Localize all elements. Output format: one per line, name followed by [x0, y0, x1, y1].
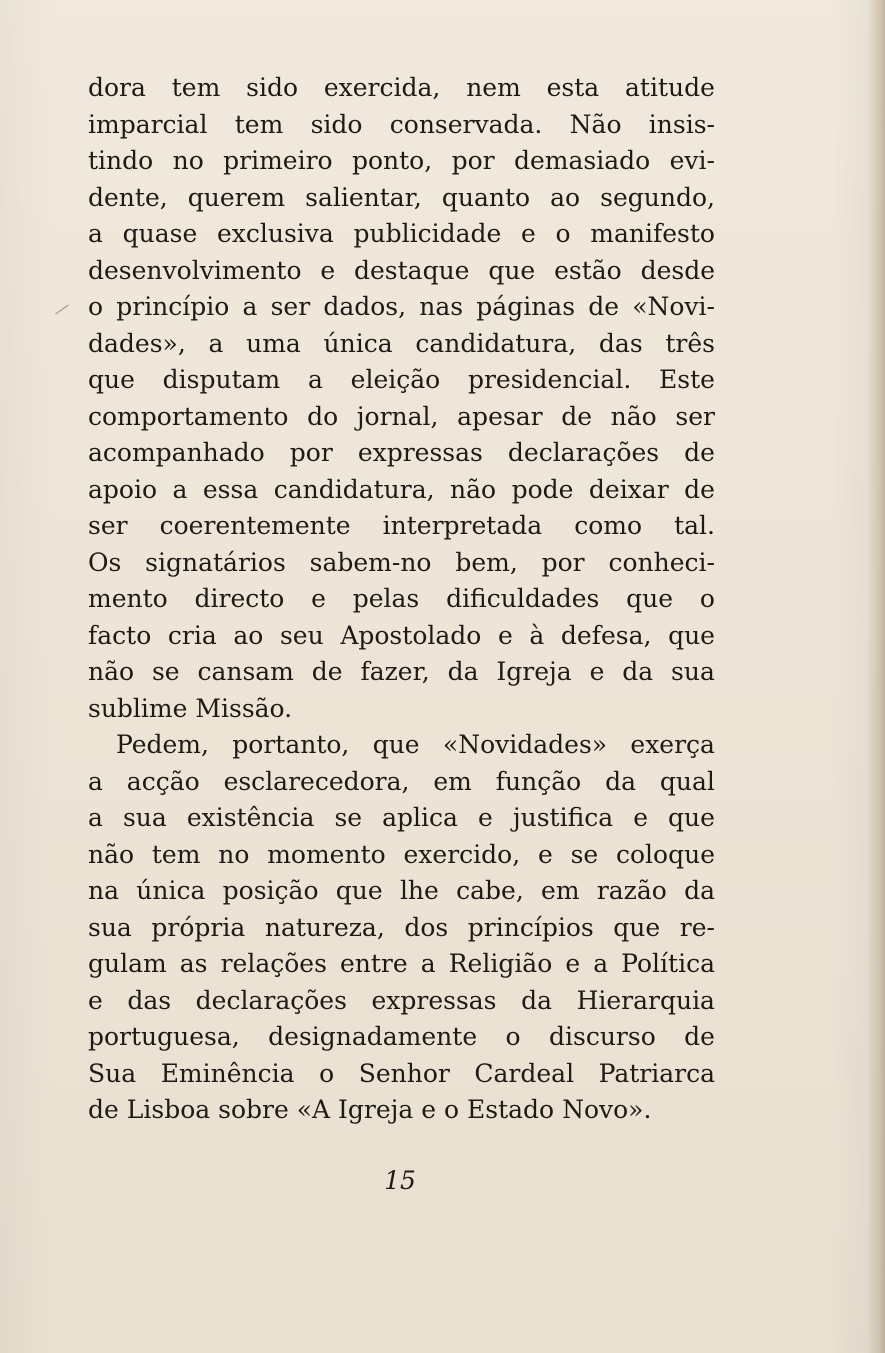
- word: demasiado: [513, 146, 651, 175]
- word: nem: [466, 73, 521, 102]
- word: da: [447, 657, 479, 686]
- text-line: [88, 654, 715, 691]
- word: o: [555, 219, 571, 248]
- word: princípio: [116, 292, 230, 321]
- word: sobre: [218, 1095, 289, 1124]
- word: Novo».: [562, 1095, 652, 1124]
- text-line: [88, 1092, 715, 1129]
- word: signatários: [145, 547, 286, 577]
- text-line: [88, 1019, 715, 1056]
- body-text: [88, 70, 715, 1129]
- word: Hierarquia: [576, 985, 715, 1015]
- word: bem,: [455, 547, 518, 577]
- word: o: [699, 584, 715, 613]
- word: acompanhado: [88, 438, 265, 467]
- word: qual: [659, 766, 715, 796]
- word: Igreja: [496, 657, 572, 686]
- word: «Novi-: [632, 292, 715, 321]
- word: que: [335, 876, 383, 905]
- word: dificuldades: [446, 584, 600, 613]
- word: da: [684, 876, 715, 905]
- text-line: [88, 216, 715, 253]
- word: páginas: [476, 292, 576, 321]
- word: «Novidades»: [442, 730, 608, 759]
- text-line: [88, 289, 715, 326]
- word: candidatura,: [415, 328, 577, 358]
- word: Política: [621, 949, 715, 978]
- word: discurso: [549, 1022, 656, 1051]
- word: destaque: [354, 255, 470, 285]
- word: coloque: [616, 839, 715, 869]
- word: cabe,: [456, 876, 524, 905]
- text-line: [88, 545, 715, 582]
- word: defesa,: [560, 620, 652, 650]
- text-line: [88, 727, 715, 764]
- word: e: [521, 219, 536, 248]
- word: única: [323, 328, 393, 358]
- word: da: [521, 985, 552, 1015]
- word: o: [505, 1022, 521, 1051]
- word: se: [570, 839, 599, 869]
- word: que: [488, 255, 536, 285]
- word: sido: [246, 73, 299, 102]
- text-line: [88, 70, 715, 107]
- word: querem: [187, 182, 286, 212]
- word: Lisboa: [126, 1095, 211, 1124]
- word: a: [208, 328, 224, 358]
- word: se: [151, 657, 180, 686]
- word: dados,: [323, 292, 407, 321]
- word: cria: [167, 620, 217, 650]
- word: acção: [126, 766, 200, 796]
- word: salientar,: [305, 182, 422, 212]
- word: a: [308, 365, 323, 394]
- word: nas: [419, 292, 464, 321]
- word: por: [451, 146, 495, 175]
- word: à: [529, 620, 545, 650]
- word: ser: [88, 511, 128, 540]
- word: e: [497, 620, 513, 650]
- word: candidatura,: [273, 474, 435, 504]
- word: única: [136, 876, 206, 905]
- word: manifesto: [590, 219, 715, 248]
- word: sabem-no: [309, 547, 432, 577]
- word: não: [88, 839, 135, 869]
- word: tindo: [88, 146, 154, 175]
- text-line: [88, 800, 715, 837]
- word: a: [242, 292, 258, 321]
- word: dos: [404, 912, 449, 942]
- word: e: [311, 584, 326, 613]
- text-line: [88, 691, 715, 728]
- word: tem: [151, 839, 201, 869]
- word: três: [665, 328, 715, 358]
- word: atitude: [625, 73, 715, 102]
- word: e: [537, 839, 553, 869]
- word: a: [593, 949, 609, 978]
- word: sido: [310, 109, 363, 139]
- word: conservada.: [389, 109, 543, 139]
- word: na: [88, 876, 120, 905]
- word: Patriarca: [598, 1058, 715, 1088]
- word: e: [633, 803, 648, 832]
- word: cansam: [197, 657, 294, 686]
- word: dades»,: [88, 328, 186, 358]
- word: deixar: [588, 474, 669, 504]
- word: Apostolado: [340, 620, 482, 650]
- word: lhe: [399, 876, 439, 905]
- word: esclarecedora,: [223, 766, 410, 796]
- word: sublime: [88, 693, 188, 723]
- word: facto: [88, 620, 152, 650]
- word: aplica: [382, 803, 458, 832]
- text-line: [88, 618, 715, 655]
- word: designadamente: [268, 1022, 478, 1051]
- text-line: [88, 326, 715, 363]
- word: Cardeal: [474, 1058, 575, 1088]
- word: de: [88, 1095, 119, 1124]
- word: as: [179, 949, 208, 978]
- word: não: [450, 474, 497, 504]
- text-line: [88, 253, 715, 290]
- text-line: [88, 837, 715, 874]
- word: o: [444, 1095, 460, 1124]
- word: desde: [640, 255, 715, 285]
- word: gulam: [88, 949, 167, 978]
- word: do: [307, 401, 339, 431]
- word: desenvolvimento: [88, 255, 302, 285]
- text-line: [88, 508, 715, 545]
- word: imparcial: [88, 109, 208, 139]
- text-line: [88, 581, 715, 618]
- text-line: [88, 983, 715, 1020]
- word: Religião: [448, 949, 553, 978]
- word: a: [172, 474, 188, 504]
- word: das: [598, 328, 643, 358]
- word: no: [218, 839, 250, 869]
- word: tem: [234, 109, 284, 139]
- word: que: [668, 803, 715, 832]
- word: Este: [659, 365, 715, 394]
- word: dente,: [88, 182, 168, 212]
- word: expressas: [357, 438, 483, 467]
- word: portuguesa,: [88, 1022, 240, 1051]
- word: posição: [222, 876, 319, 905]
- word: seu: [279, 620, 324, 650]
- text-line: [88, 946, 715, 983]
- word: estão: [554, 255, 622, 285]
- word: declarações: [507, 438, 660, 467]
- word: conheci-: [608, 547, 715, 577]
- word: por: [541, 547, 585, 577]
- word: quase: [122, 219, 198, 248]
- word: fazer,: [360, 657, 430, 686]
- word: sua: [122, 803, 167, 832]
- word: re-: [679, 912, 715, 942]
- word: exerça: [630, 730, 715, 759]
- word: apesar: [457, 401, 543, 431]
- word: tem: [171, 73, 221, 102]
- word: princípios: [467, 912, 594, 942]
- word: relações: [220, 949, 327, 978]
- word: que: [88, 365, 135, 394]
- word: a: [88, 219, 103, 248]
- word: Não: [569, 109, 622, 139]
- word: insis-: [648, 109, 715, 139]
- word: tal.: [674, 511, 715, 540]
- word: em: [433, 766, 472, 796]
- word: não: [88, 657, 135, 686]
- word: que: [372, 730, 420, 759]
- word: exercida,: [323, 73, 441, 102]
- word: Missão.: [195, 693, 293, 723]
- word: que: [668, 620, 715, 650]
- word: primeiro: [223, 146, 333, 175]
- word: a: [88, 766, 103, 796]
- word: e: [421, 1095, 437, 1124]
- word: apoio: [88, 474, 158, 504]
- word: em: [541, 876, 580, 905]
- text-line: [88, 107, 715, 144]
- word: por: [289, 438, 333, 467]
- word: justifica: [512, 803, 614, 832]
- word: Sua: [88, 1058, 137, 1088]
- word: presidencial.: [467, 365, 632, 394]
- text-line: [88, 764, 715, 801]
- margin-mark: [55, 305, 69, 315]
- word: Estado: [467, 1095, 555, 1124]
- word: uma: [246, 328, 301, 358]
- word: essa: [202, 474, 259, 504]
- text-line: [88, 472, 715, 509]
- word: ao: [233, 620, 264, 650]
- word: declarações: [195, 985, 347, 1015]
- word: ser: [270, 292, 311, 321]
- word: momento: [267, 839, 386, 869]
- word: que: [626, 584, 674, 613]
- word: das: [127, 985, 172, 1015]
- word: segundo,: [600, 182, 715, 212]
- word: que: [613, 912, 661, 942]
- text-line: [88, 143, 715, 180]
- word: de: [561, 401, 593, 431]
- word: própria: [151, 912, 246, 942]
- word: exercido,: [403, 839, 521, 869]
- word: evi-: [669, 146, 715, 175]
- word: Senhor: [358, 1058, 450, 1088]
- word: não: [610, 401, 657, 431]
- word: existência: [186, 803, 315, 832]
- text-line: [88, 1056, 715, 1093]
- word: pelas: [352, 584, 420, 613]
- word: dora: [88, 73, 146, 102]
- text-line: [88, 910, 715, 947]
- word: publicidade: [353, 219, 502, 248]
- word: o: [88, 292, 104, 321]
- word: de: [684, 438, 715, 467]
- word: natureza,: [264, 912, 385, 942]
- word: Pedem,: [116, 730, 209, 759]
- word: de: [684, 1022, 715, 1051]
- word: pode: [511, 474, 574, 504]
- word: exclusiva: [216, 219, 334, 248]
- word: o: [319, 1058, 335, 1088]
- text-line: [88, 873, 715, 910]
- word: de: [684, 474, 715, 504]
- word: a: [88, 803, 103, 832]
- word: interpretada: [382, 511, 543, 540]
- word: esta: [546, 73, 600, 102]
- text-line: [88, 180, 715, 217]
- word: função: [495, 766, 582, 796]
- word: razão: [596, 876, 667, 905]
- word: sua: [671, 657, 715, 686]
- word: e: [88, 985, 103, 1015]
- word: eleição: [350, 365, 441, 394]
- word: a: [420, 949, 436, 978]
- word: de: [311, 657, 343, 686]
- word: ao: [550, 182, 581, 212]
- word: ser: [675, 401, 715, 431]
- word: no: [172, 146, 204, 175]
- word: portanto,: [232, 730, 350, 759]
- word: se: [334, 803, 363, 832]
- word: quanto: [441, 182, 531, 212]
- word: da: [605, 766, 637, 796]
- word: Igreja: [338, 1095, 414, 1124]
- word: e: [478, 803, 493, 832]
- word: jornal,: [356, 401, 439, 431]
- word: comportamento: [88, 401, 289, 431]
- page-number: 15: [384, 1166, 416, 1195]
- text-line: [88, 435, 715, 472]
- word: e: [565, 949, 581, 978]
- text-line: [88, 362, 715, 399]
- word: como: [574, 511, 643, 540]
- word: ponto,: [351, 146, 433, 175]
- word: coerentemente: [159, 511, 351, 540]
- word: de: [588, 292, 620, 321]
- word: mento: [88, 584, 168, 613]
- word: Os: [88, 547, 122, 577]
- word: entre: [339, 949, 408, 978]
- word: Eminência: [160, 1058, 295, 1088]
- word: e: [320, 255, 336, 285]
- word: e: [589, 657, 605, 686]
- word: «A: [296, 1095, 331, 1124]
- word: directo: [194, 584, 285, 613]
- text-line: [88, 399, 715, 436]
- page-edge-shadow: [867, 0, 885, 1353]
- word: disputam: [162, 365, 281, 394]
- word: expressas: [371, 985, 497, 1015]
- word: da: [622, 657, 654, 686]
- word: sua: [88, 912, 132, 942]
